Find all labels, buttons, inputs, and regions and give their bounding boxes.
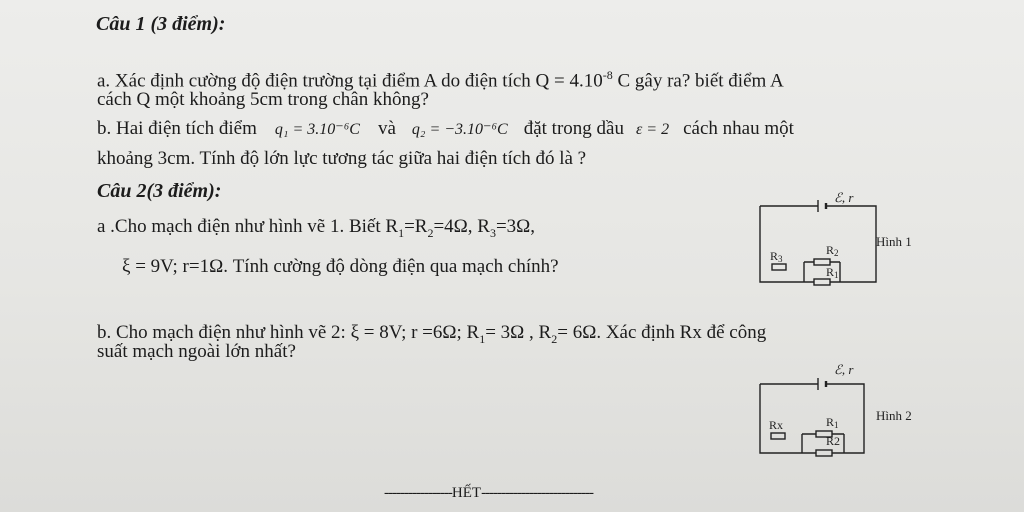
end-left-dashes: ----------------- (384, 485, 452, 501)
source-label-1: ℰ, r (834, 190, 854, 205)
resistor-r3 (772, 264, 786, 270)
r2-label: R2 (826, 434, 841, 448)
question-1a-line-2: cách Q một khoảng 5cm trong chân không? (97, 89, 429, 110)
question-2a-values: =4Ω, R (433, 216, 490, 237)
question-2a-intro: a .Cho mạch điện như hình vẽ 1. Biết R (97, 216, 399, 237)
end-right-dashes: ---------------------------- (481, 485, 593, 501)
question-1a-text-before-exponent: a. Xác định cường độ điện trường tại điểm A do điện tích Q = 4.10 (97, 70, 603, 92)
question-1b-distance: cách nhau một (683, 118, 794, 139)
end-text: HẾT (451, 485, 482, 501)
question-2b-values: = 3Ω , R (485, 322, 552, 343)
question-2a-line-1 (97, 216, 535, 244)
charge-q2: q₂ = −3.10⁻⁶C (411, 121, 508, 138)
end-marker (384, 482, 593, 504)
r2-subscript: 2 (551, 331, 558, 346)
r1-label (826, 415, 839, 430)
resistor-r1 (814, 279, 830, 285)
circuit-figure-2 (740, 360, 940, 470)
circuit-figure-1 (740, 180, 940, 300)
r1-letter: R (826, 415, 835, 429)
permittivity: ε = 2 (635, 121, 670, 138)
r2-sub: 2 (834, 248, 839, 258)
question-2a-equals: =R (404, 216, 428, 237)
question-1b-medium: đặt trong dầu (523, 118, 624, 139)
r2-subscript: 2 (427, 225, 434, 240)
r1-letter: R (826, 265, 835, 279)
r3-letter: R (770, 249, 779, 263)
figure-2-caption: Hình 2 (876, 408, 912, 423)
question-2a-line-2: ξ = 9V; r=1Ω. Tính cường độ dòng điện qua mạch chính? (122, 256, 559, 277)
question-1b-and: và (377, 118, 396, 139)
r1-label (826, 265, 839, 280)
question-1-heading: Câu 1 (3 điểm): (96, 13, 226, 35)
charge-q1: q₁ = 3.10⁻⁶C (274, 121, 360, 138)
question-1b-line-1 (97, 118, 794, 141)
r3-label (770, 249, 783, 264)
r3-sub: 3 (778, 254, 783, 264)
resistor-r2 (816, 450, 832, 456)
question-2b-intro: b. Cho mạch điện như hình vẽ 2: ξ = 8V; r =6Ω; R (97, 322, 480, 343)
r1-sub: 1 (834, 270, 839, 280)
r2-letter: R (826, 243, 835, 257)
r1-sub: 1 (834, 420, 839, 430)
question-1a-text-after-exponent: C gây ra? biết điểm A (612, 70, 784, 92)
question-2b-line-2: suất mạch ngoài lớn nhất? (97, 341, 296, 362)
r2-label (826, 243, 839, 258)
question-2b-task: = 6Ω. Xác định Rx để công (557, 322, 767, 343)
resistor-rx (771, 433, 785, 439)
question-2-heading: Câu 2(3 điểm): (97, 180, 222, 202)
charge-exponent: -8 (602, 68, 613, 82)
figure-1-caption: Hình 1 (876, 234, 912, 249)
rx-label: Rx (769, 418, 784, 432)
r1-subscript: 1 (479, 331, 486, 346)
question-1b-line-2: khoảng 3cm. Tính độ lớn lực tương tác giữa hai điện tích đó là ? (97, 148, 587, 169)
source-label-2: ℰ, r (834, 362, 854, 377)
r1-subscript: 1 (398, 225, 405, 240)
r3-subscript: 3 (489, 225, 496, 240)
question-2a-r3-value: =3Ω, (495, 216, 536, 237)
question-1b-intro: b. Hai điện tích điểm (97, 118, 257, 139)
